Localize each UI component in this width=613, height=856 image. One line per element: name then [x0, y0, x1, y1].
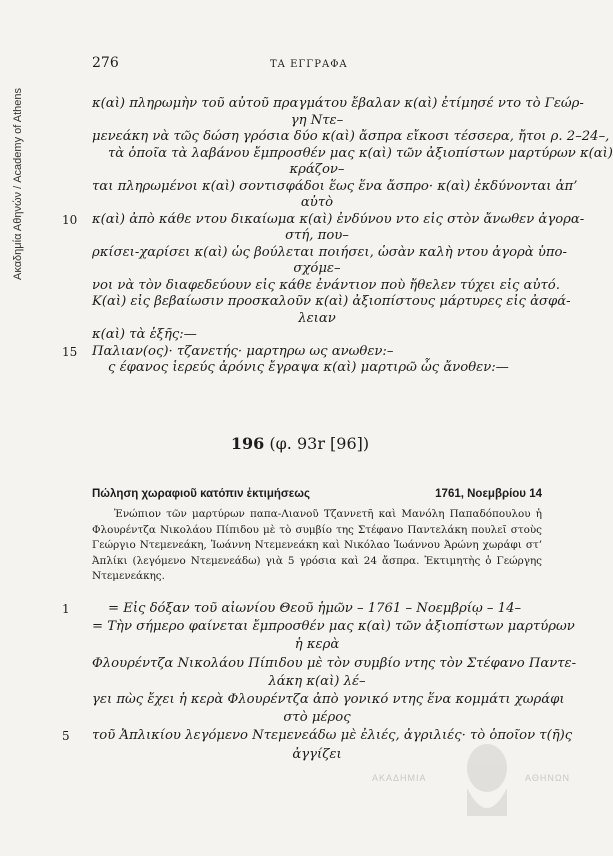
- page-number: 276: [92, 55, 119, 71]
- academy-seal-watermark: [455, 738, 519, 822]
- line-number: 5: [62, 729, 70, 744]
- text-line: λειαν: [298, 310, 336, 326]
- line-number: 10: [62, 212, 78, 227]
- text-line: κ(αὶ) ἀπὸ κάθε ντου δικαίωμα κ(αὶ) ἐνδύνου ντο εἰς στὸν ἄνωθεν ἀγορα-: [92, 211, 585, 227]
- text-line: ἡ κερὰ: [294, 637, 340, 653]
- text-line: κράζον–: [289, 162, 345, 177]
- text-line: τὰ ὁποῖα τὰ λαβάνου ἔμπροσθέν μας κ(αὶ) τῶν ἀξιοπίστων μαρτύρων κ(αὶ): [108, 145, 613, 161]
- text-line: ς έφανος ἱερεύς ἀρόνις ἔγραψα κ(αὶ) μαρτιρῶ ὦς ἄνοθεν:—: [108, 360, 509, 375]
- text-line: Φλουρέντζα Νικολάου Πίπιδου μὲ τὸν συμβίο ντης τὸν Στέφανο Παντε-: [92, 655, 577, 671]
- text-line: μενεάκη νὰ τῶς δώση γρόσια δύο κ(αὶ) ἄσπρα εἴκοσι τέσσερα, ἤτοι ρ. 2–24–,: [92, 129, 610, 144]
- text-line: σχόμε–: [293, 261, 341, 276]
- text-line: κ(αὶ) τὰ ἑξῆς:—: [92, 327, 197, 342]
- text-line: λάκη κ(αὶ) λέ–: [268, 673, 366, 689]
- text-line: τοῦ Ἀπλικίου λεγόμενο Ντεμενεάδω μὲ ἐλιές, ἀγριλιές· τὸ ὁποῖον τ(ῆ)ς: [92, 728, 573, 744]
- document-title: Πώληση χωραφιοῦ κατόπιν ἐκτιμήσεως: [92, 488, 310, 500]
- text-line: ρκίσει-χαρίσει κ(αὶ) ὡς βούλεται ποιήσει, ὡσὰν καλὴ ντου ἀγορὰ ὑπο-: [92, 244, 567, 260]
- folio-reference: (φ. 93r [96]): [269, 434, 370, 453]
- text-line: κ(αὶ) πληρωμὴν τοῦ αὐτοῦ πραγμάτου ἔβαλαν κ(αὶ) ἐτίμησέ ντο τὸ Γεώρ-: [92, 96, 584, 111]
- text-line: στὸ μέρος: [283, 710, 351, 726]
- text-line: γη Ντε–: [290, 112, 344, 128]
- document-number: 196: [230, 434, 265, 453]
- document-heading: [0, 434, 600, 453]
- text-line: γει πὼς ἔχει ἡ κερὰ Φλουρέντζα ἀπὸ γονικό ντης ἕνα κομμάτι χωράφι: [92, 692, 565, 707]
- text-line: αὐτὸ: [300, 195, 334, 210]
- text-line: ται πληρωμένοι κ(αὶ) σοντισφάδοι ἕως ἕνα ἄσπρο· κ(αὶ) ἐκδύνονται ἀπ’: [92, 178, 578, 194]
- summary-paragraph: Ἐνώπιον τῶν μαρτύρων παπα-Λιανοῦ Τζαννετῆ καὶ Μανόλη Παπαδόπουλου ἡ Φλουρέντζα Νικολάου Πίπιδου μὲ τὸ συμβίο της Στέφανο Παντελάκη πουλεῖ στοὺς Γεώργιο Ντεμενεάκη, Ἰωάννη Ντεμενεάκη καὶ Νικόλαο Ἰωάννου Ἀρώνη χωράφι στ’ Ἀπλίκι (λεγόμενο Ντεμενεάδω) γιὰ 5 γρόσια καὶ 24 ἄσπρα. Ἐκτιμητὴς ὁ Γεώργης Ντεμενεάκης.: [92, 508, 542, 582]
- text-line: ἀγγίζει: [292, 746, 342, 762]
- text-line: = Εἰς δόξαν τοῦ αἰωνίου Θεοῦ ἡμῶν – 1761 – Νοεμβρίῳ – 14–: [108, 601, 522, 616]
- text-line: Παλιαν(ος)· τζανετής· μαρτηρω ως ανωθεν:–: [92, 343, 394, 359]
- document-date: 1761, Νοεμβρίου 14: [435, 488, 542, 500]
- archive-sidebar-note: Ακαδημία Αθηνών / Academy of Athens: [12, 87, 24, 280]
- text-line: Κ(αὶ) εἰς βεβαίωσιν προσκαλοῦν κ(αὶ) ἀξιοπίστους μάρτυρες εἰς ἀσφά-: [92, 294, 571, 309]
- running-head: ΤΑ ΕΓΓΡΑΦΑ: [270, 59, 348, 70]
- watermark-text-right: ΑΘΗΝΩΝ: [525, 773, 571, 783]
- line-number: 15: [62, 344, 78, 359]
- line-number: 1: [62, 602, 70, 616]
- text-line: στή, που–: [285, 228, 349, 243]
- document-title-row: [92, 488, 542, 500]
- text-line: νοι νὰ τὸν διαφεδεύουν εἰς κάθε ἐνάντιον ποὺ ἤθελεν τύχει εἰς αὐτό.: [92, 277, 560, 293]
- text-line: = Τὴν σήμερο φαίνεται ἔμπροσθέν μας κ(αὶ) τῶν ἀξιοπίστων μαρτύρων: [92, 619, 575, 635]
- watermark-text-left: ΑΚΑΔΗΜΙΑ: [372, 773, 427, 783]
- document-summary: [92, 507, 542, 585]
